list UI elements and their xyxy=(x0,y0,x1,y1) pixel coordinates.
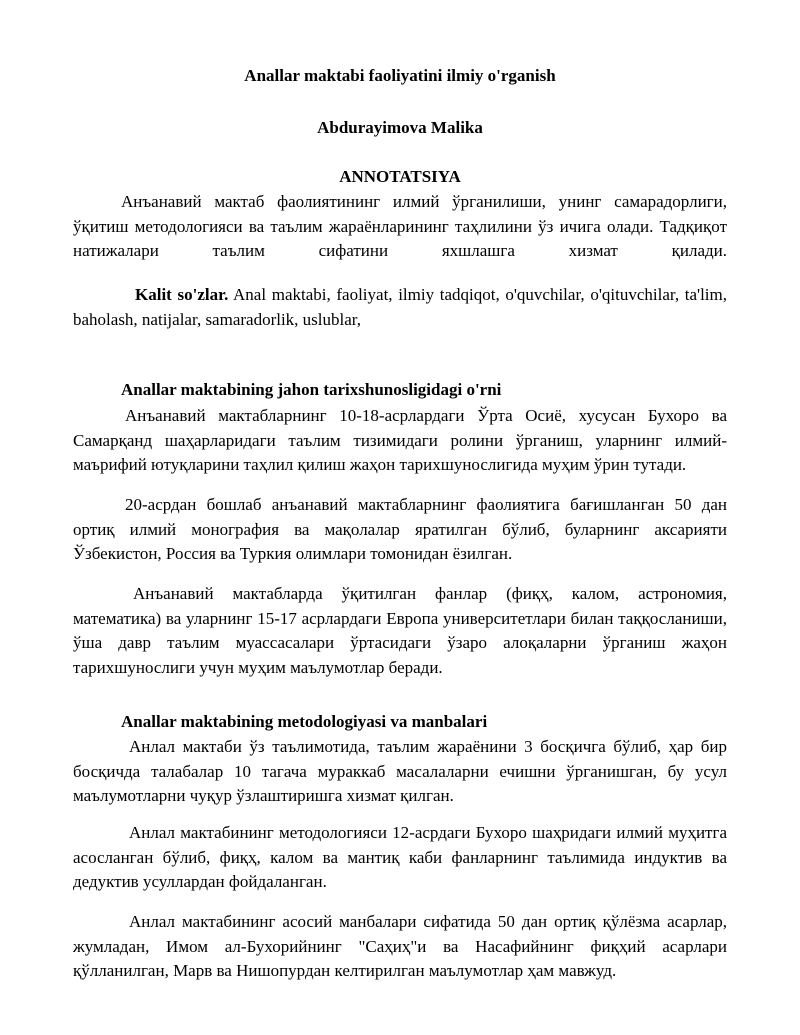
section1-paragraph-2: 20-асрдан бошлаб анъанавий мактабларнинг фаолиятига бағишланган 50 дан ортиқ илмий монография ва мақолалар яратилган бўлиб, буларнинг аксарияти Ўзбекистон, Россия ва Туркия олимлари томонидан ёзилган. xyxy=(73,495,727,563)
section2-paragraph-3: Анлал мактабининг асосий манбалари сифатида 50 дан ортиқ қўлёзма асарлар, жумладан, Имом ал-Бухорийнинг "Саҳиҳ"и ва Насафийнинг фиқҳий асарлари қўлланилган, Марв ва Нишопурдан келтирилган маълумотлар ҳам мавжуд. xyxy=(73,912,727,980)
section2-paragraph-1: Анлал мактаби ўз таълимотида, таълим жараёнини 3 босқичга бўлиб, ҳар бир босқичда талабалар 10 тагача мураккаб масалаларни ечишни ўрганишган, бу усул маълумотларни чуқур ўзлаштиришга хизмат қилган. xyxy=(73,737,727,805)
section-heading-historiography: Anallar maktabining jahon tarixshunosligidagi o'rni xyxy=(121,380,502,399)
keywords-paragraph xyxy=(73,283,727,332)
document-title: Anallar maktabi faoliyatini ilmiy o'rganish xyxy=(244,66,556,85)
annotation-paragraph: Анъанавий мактаб фаолиятининг илмий ўрганилиши, унинг самарадорлиги, ўқитиш методологияси ва таълим жараёнларининг таҳлилини ўз ичига олади. Тадқиқот натижалари таълим сифатини яхшлашга хизмат қилади. xyxy=(73,192,727,260)
keywords-text: Anal maktabi, faoliyat, ilmiy tadqiqot, o'quvchilar, o'qituvchilar, ta'lim, baholash, natijalar, samaradorlik, uslublar, xyxy=(73,285,727,329)
section1-paragraph-1: Анъанавий мактабларнинг 10-18-асрлардаги Ўрта Осиё, хусусан Бухоро ва Самарқанд шаҳарларидаги таълим тизимидаги ролини ўрганиш, уларнинг илмий-маърифий ютуқларини таҳлил қилиш жаҳон тарихшунослигида муҳим ўрин тутади. xyxy=(73,406,727,474)
section2-paragraph-2: Анлал мактабининг методологияси 12-асрдаги Бухоро шаҳридаги илмий муҳитга асосланган бўлиб, фиқҳ, калом ва мантиқ каби фанларнинг таълимида индуктив ва дедуктив усуллардан фойдаланган. xyxy=(73,823,727,891)
keywords-label: Kalit so'zlar. xyxy=(135,285,229,304)
annotation-heading: ANNOTATSIYA xyxy=(339,167,461,186)
section-heading-methodology: Anallar maktabining metodologiyasi va manbalari xyxy=(121,712,488,731)
author-name: Abdurayimova Malika xyxy=(317,118,483,137)
section1-paragraph-3: Анъанавий мактабларда ўқитилган фанлар (фиқҳ, калом, астрономия, математика) ва уларнинг 15-17 асрлардаги Европа университетлари билан таққосланиши, ўша давр таълим муассасалари ўртасидаги ўзаро алоқаларни ўрганиш жаҳон тарихшунослиги учун муҳим маълумотлар беради. xyxy=(73,584,727,677)
